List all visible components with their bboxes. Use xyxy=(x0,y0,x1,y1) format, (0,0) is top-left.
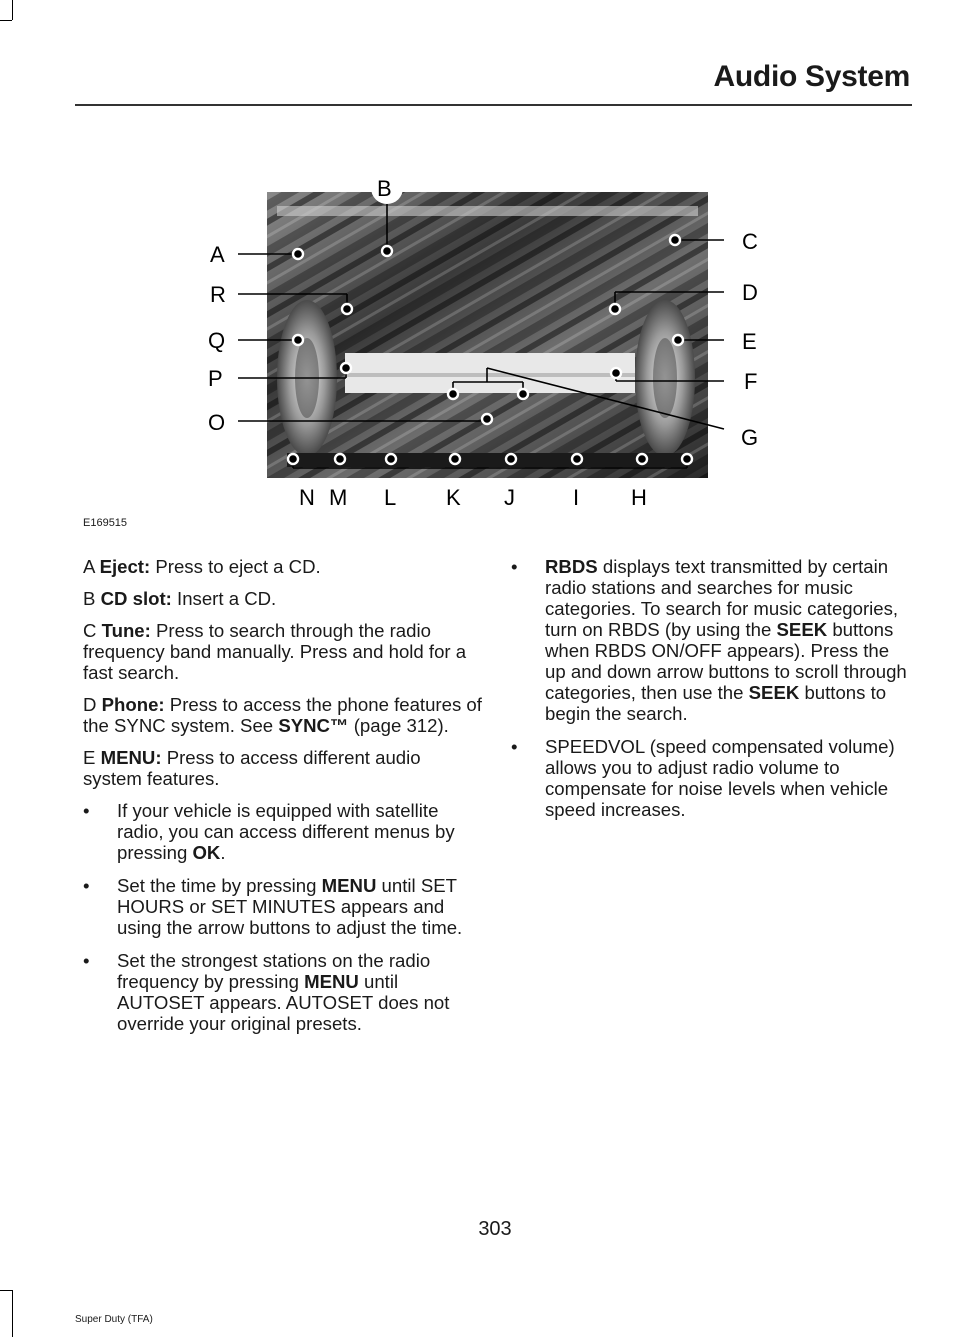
crop-mark xyxy=(0,1290,12,1291)
callout-l: L xyxy=(384,485,397,510)
bullet-set-time: • Set the time by pressing MENU until SET HOURS or SET MINUTES appears and using the arrow buttons to adjust the time. xyxy=(83,875,483,938)
callout-h: H xyxy=(631,485,647,510)
callout-p: P xyxy=(208,366,223,391)
callout-q: Q xyxy=(208,328,226,353)
callout-f: F xyxy=(744,369,758,394)
callout-d: D xyxy=(742,280,758,305)
header-rule xyxy=(75,104,912,106)
callout-a: A xyxy=(210,242,225,267)
left-column xyxy=(83,556,483,1046)
page-title: Audio System xyxy=(713,60,910,93)
callout-k: K xyxy=(446,485,461,510)
item-e: E MENU: Press to access different audio system features. xyxy=(83,747,421,789)
callout-c: C xyxy=(742,229,758,254)
callout-o: O xyxy=(208,410,226,435)
crop-mark xyxy=(12,1290,13,1337)
callout-i: I xyxy=(573,485,580,510)
callout-r: R xyxy=(210,282,226,307)
item-c: C Tune: Press to search through the radio frequency band manually. Press and hold for a fast search. xyxy=(83,620,467,683)
crop-mark xyxy=(12,0,13,20)
callout-e: E xyxy=(742,329,757,354)
item-b: B CD slot: Insert a CD. xyxy=(83,588,277,609)
bullet-rbds: • RBDS displays text transmitted by certain radio stations and searches for music categories. To search for music categories, turn on RBDS (by using the SEEK buttons when RBDS ON/OFF appears). Press the up and down arrow buttons to scroll through categories, then use the SEEK buttons to begin the search. xyxy=(511,556,911,724)
item-d: D Phone: Press to access the phone features of the SYNC system. See SYNC™ (page 312). xyxy=(83,694,482,736)
audio-unit-illustration xyxy=(195,168,775,518)
bullet-speedvol: • SPEEDVOL (speed compensated volume) allows you to adjust radio volume to compensate for noise levels when vehicle speed increases. xyxy=(511,736,911,820)
callout-n: N xyxy=(299,485,315,510)
bullet-autoset: • Set the strongest stations on the radio frequency by pressing MENU until AUTOSET appears. AUTOSET does not override your original presets. xyxy=(83,950,483,1034)
crop-mark xyxy=(0,20,12,21)
callout-g: G xyxy=(741,425,759,450)
figure-id: E169515 xyxy=(83,517,128,529)
right-column xyxy=(511,556,911,832)
audio-unit-figure xyxy=(195,168,775,518)
callout-j: J xyxy=(504,485,515,510)
callout-m: M xyxy=(329,485,348,510)
bullet-satellite-menus: • If your vehicle is equipped with satellite radio, you can access different menus by pressing OK. xyxy=(83,800,483,863)
footer-text: Super Duty (TFA) xyxy=(75,1314,153,1325)
sync-reference-link[interactable]: SYNC™ xyxy=(278,715,349,736)
page-number: 303 xyxy=(478,1218,512,1240)
item-a: A Eject: Press to eject a CD. xyxy=(83,556,321,577)
callout-b: B xyxy=(377,176,392,201)
